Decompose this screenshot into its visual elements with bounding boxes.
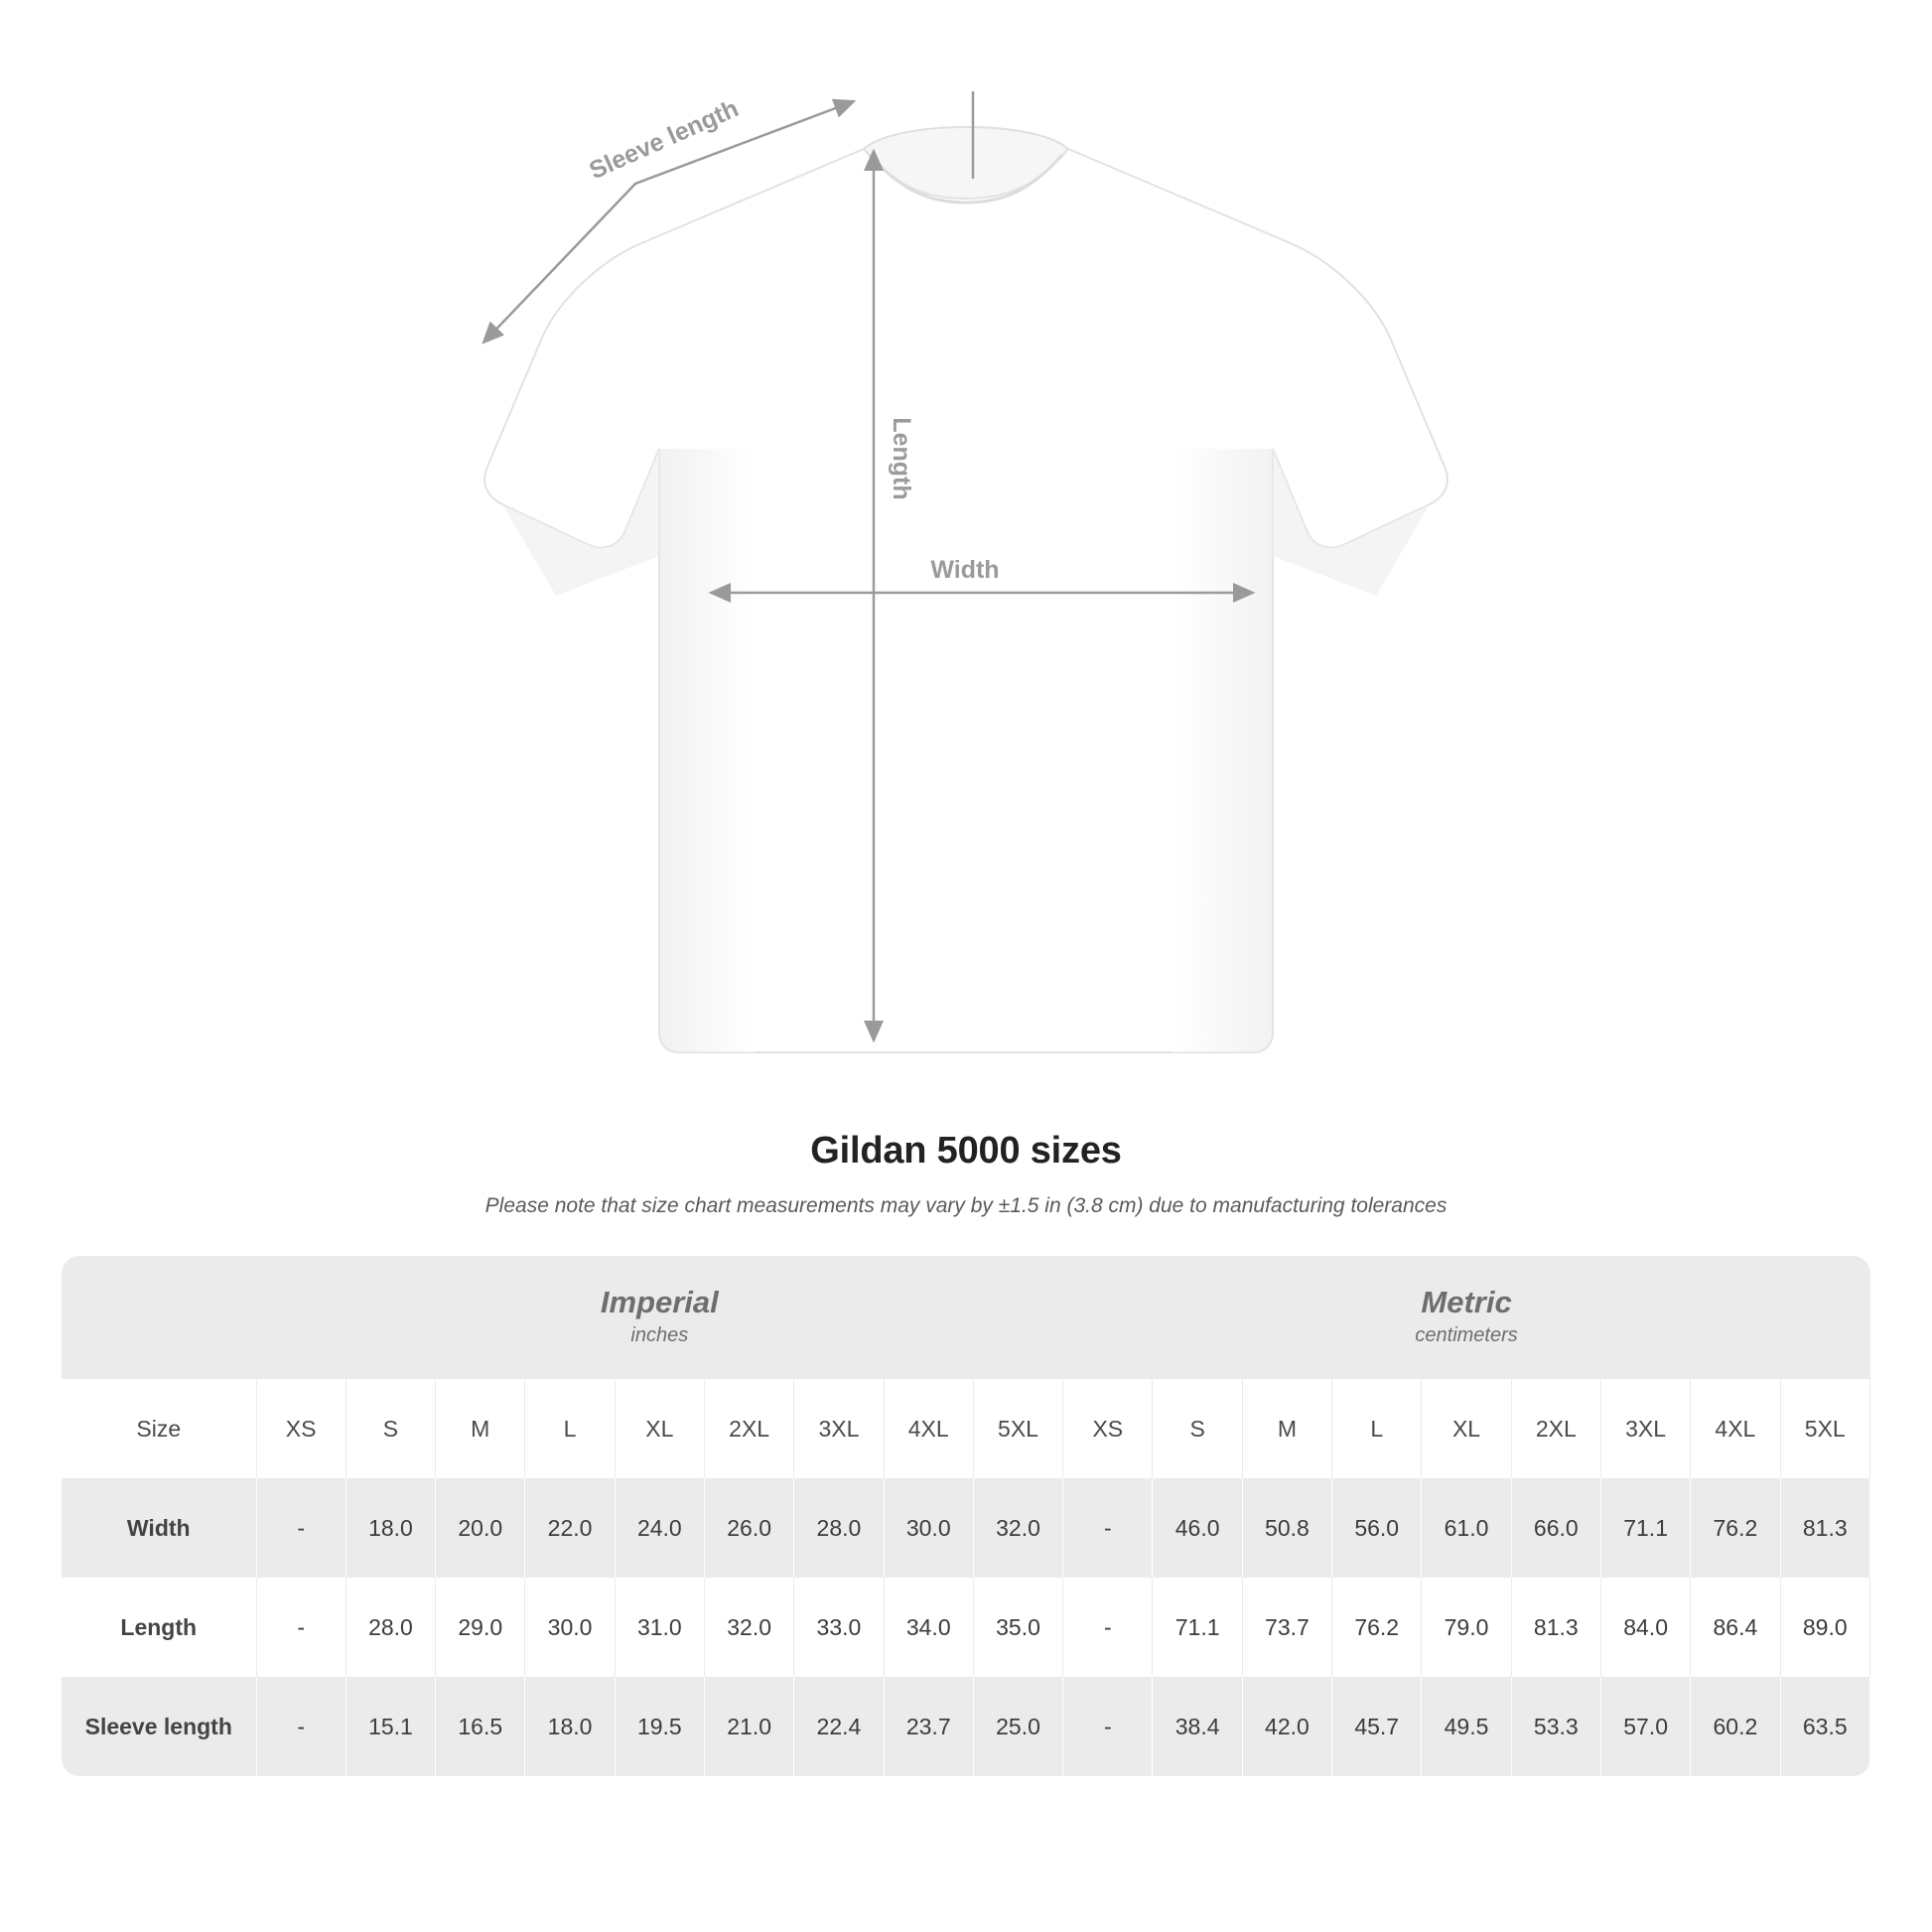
cell-sleeve-12: 45.7 <box>1332 1677 1422 1776</box>
tolerance-note: Please note that size chart measurements may vary by ±1.5 in (3.8 cm) due to manufacturing tolerances <box>484 1194 1448 1217</box>
cell-sleeve-1: 15.1 <box>345 1677 435 1776</box>
cell-length-7: 34.0 <box>884 1578 973 1677</box>
cell-width-15: 71.1 <box>1600 1478 1690 1578</box>
cell-length-6: 33.0 <box>794 1578 884 1677</box>
cell-sleeve-9: - <box>1063 1677 1153 1776</box>
unit-metric <box>1063 1256 1870 1379</box>
unit-imperial-sub: inches <box>630 1323 689 1346</box>
cell-width-5: 26.0 <box>704 1478 793 1578</box>
row-label-sleeve-length: Sleeve length <box>62 1677 256 1776</box>
col-header-4xl-metric: 4XL <box>1691 1379 1780 1478</box>
cell-width-3: 22.0 <box>525 1478 615 1578</box>
cell-sleeve-17: 63.5 <box>1780 1677 1869 1776</box>
cell-length-17: 89.0 <box>1780 1578 1869 1677</box>
cell-sleeve-7: 23.7 <box>884 1677 973 1776</box>
table-row <box>62 1478 1870 1578</box>
cell-width-16: 76.2 <box>1691 1478 1780 1578</box>
cell-length-4: 31.0 <box>615 1578 704 1677</box>
cell-sleeve-8: 25.0 <box>973 1677 1062 1776</box>
table-row <box>62 1677 1870 1776</box>
cell-length-9: - <box>1063 1578 1153 1677</box>
tshirt-graphic <box>484 127 1448 1052</box>
size-table <box>62 1256 1870 1776</box>
cell-width-17: 81.3 <box>1780 1478 1869 1578</box>
unit-imperial-name: Imperial <box>600 1285 719 1320</box>
cell-length-0: - <box>256 1578 345 1677</box>
cell-width-6: 28.0 <box>794 1478 884 1578</box>
col-header-3xl-imperial: 3XL <box>794 1379 884 1478</box>
cell-width-12: 56.0 <box>1332 1478 1422 1578</box>
cell-sleeve-16: 60.2 <box>1691 1677 1780 1776</box>
col-header-2xl-metric: 2XL <box>1511 1379 1600 1478</box>
cell-length-15: 84.0 <box>1600 1578 1690 1677</box>
unit-metric-sub: centimeters <box>1415 1323 1518 1346</box>
col-header-s-imperial: S <box>345 1379 435 1478</box>
unit-metric-name: Metric <box>1421 1285 1512 1320</box>
col-header-m-metric: M <box>1242 1379 1331 1478</box>
cell-width-4: 24.0 <box>615 1478 704 1578</box>
cell-width-7: 30.0 <box>884 1478 973 1578</box>
cell-sleeve-10: 38.4 <box>1153 1677 1242 1776</box>
col-header-l-imperial: L <box>525 1379 615 1478</box>
cell-width-13: 61.0 <box>1422 1478 1511 1578</box>
size-table-container <box>62 1256 1870 1776</box>
cell-sleeve-2: 16.5 <box>436 1677 525 1776</box>
table-row <box>62 1578 1870 1677</box>
unit-header-row <box>62 1256 1870 1379</box>
col-header-m-imperial: M <box>436 1379 525 1478</box>
cell-sleeve-15: 57.0 <box>1600 1677 1690 1776</box>
cell-length-8: 35.0 <box>973 1578 1062 1677</box>
col-header-xl-metric: XL <box>1422 1379 1511 1478</box>
cell-length-2: 29.0 <box>436 1578 525 1677</box>
col-header-xs-metric: XS <box>1063 1379 1153 1478</box>
cell-sleeve-6: 22.4 <box>794 1677 884 1776</box>
cell-length-16: 86.4 <box>1691 1578 1780 1677</box>
col-header-5xl-imperial: 5XL <box>973 1379 1062 1478</box>
cell-length-5: 32.0 <box>704 1578 793 1677</box>
cell-width-14: 66.0 <box>1511 1478 1600 1578</box>
row-label-length: Length <box>62 1578 256 1677</box>
cell-length-13: 79.0 <box>1422 1578 1511 1677</box>
cell-sleeve-0: - <box>256 1677 345 1776</box>
cell-sleeve-11: 42.0 <box>1242 1677 1331 1776</box>
cell-length-1: 28.0 <box>345 1578 435 1677</box>
cell-sleeve-13: 49.5 <box>1422 1677 1511 1776</box>
length-label: Length <box>888 417 915 500</box>
cell-width-0: - <box>256 1478 345 1578</box>
cell-sleeve-3: 18.0 <box>525 1677 615 1776</box>
width-label: Width <box>930 556 1000 584</box>
size-header-row <box>62 1379 1870 1478</box>
cell-width-1: 18.0 <box>345 1478 435 1578</box>
cell-width-9: - <box>1063 1478 1153 1578</box>
col-header-3xl-metric: 3XL <box>1600 1379 1690 1478</box>
col-header-l-metric: L <box>1332 1379 1422 1478</box>
cell-sleeve-14: 53.3 <box>1511 1677 1600 1776</box>
cell-length-14: 81.3 <box>1511 1578 1600 1677</box>
size-header-label: Size <box>62 1379 256 1478</box>
col-header-5xl-metric: 5XL <box>1780 1379 1869 1478</box>
row-label-width: Width <box>62 1478 256 1578</box>
cell-length-12: 76.2 <box>1332 1578 1422 1677</box>
sleeve-length-label: Sleeve length <box>585 94 744 186</box>
unit-imperial <box>256 1256 1063 1379</box>
cell-sleeve-5: 21.0 <box>704 1677 793 1776</box>
col-header-s-metric: S <box>1153 1379 1242 1478</box>
cell-sleeve-4: 19.5 <box>615 1677 704 1776</box>
col-header-4xl-imperial: 4XL <box>884 1379 973 1478</box>
cell-width-2: 20.0 <box>436 1478 525 1578</box>
title-block <box>0 1130 1932 1218</box>
cell-width-11: 50.8 <box>1242 1478 1331 1578</box>
cell-length-10: 71.1 <box>1153 1578 1242 1677</box>
cell-width-8: 32.0 <box>973 1478 1062 1578</box>
cell-width-10: 46.0 <box>1153 1478 1242 1578</box>
unit-spacer <box>62 1256 256 1379</box>
page-title: Gildan 5000 sizes <box>810 1130 1122 1172</box>
col-header-xl-imperial: XL <box>615 1379 704 1478</box>
cell-length-3: 30.0 <box>525 1578 615 1677</box>
col-header-2xl-imperial: 2XL <box>704 1379 793 1478</box>
col-header-xs-imperial: XS <box>256 1379 345 1478</box>
cell-length-11: 73.7 <box>1242 1578 1331 1677</box>
